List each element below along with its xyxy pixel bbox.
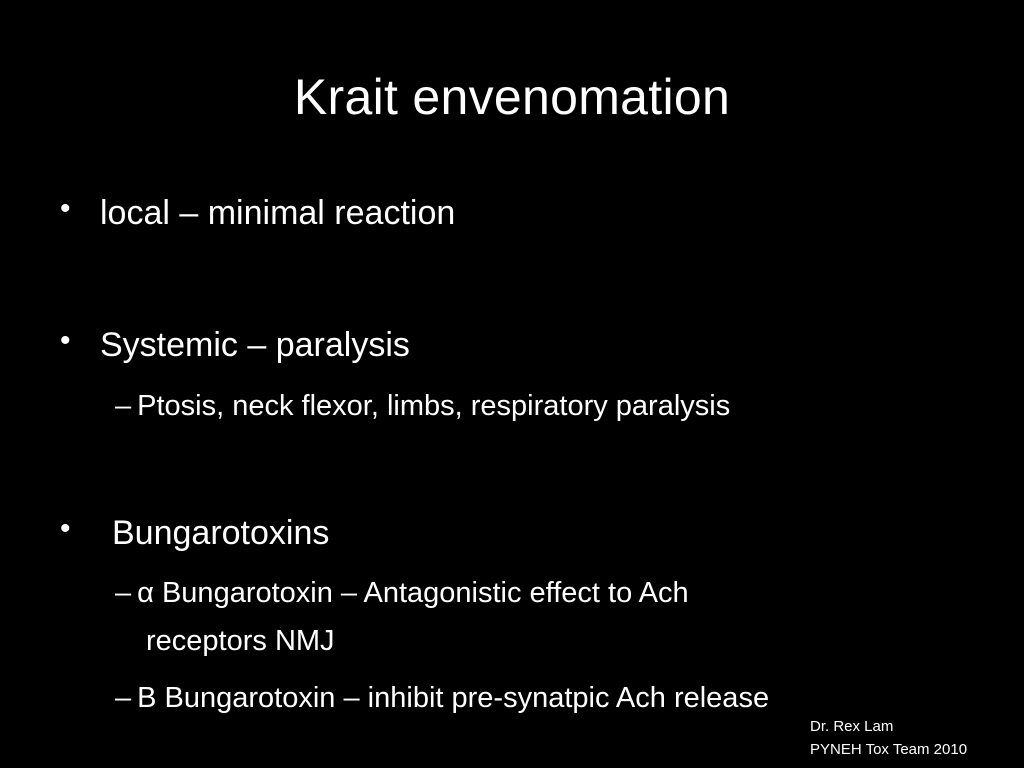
- dash-icon: –: [115, 577, 132, 609]
- bullet-point-systemic: Systemic – paralysis: [100, 326, 410, 364]
- sub-bullet-text: Ptosis, neck flexor, limbs, respiratory paralysis: [137, 390, 731, 422]
- bullet-icon: •: [60, 192, 71, 225]
- sub-bullet-text: Β Bungarotoxin – inhibit pre-synatpic Ach release: [137, 682, 770, 714]
- bullet-point-bungarotoxins: Bungarotoxins: [112, 514, 330, 552]
- slide-footer: [810, 715, 967, 761]
- dash-icon: –: [115, 390, 132, 422]
- bullet-icon: •: [60, 512, 71, 545]
- bullet-icon: •: [60, 324, 71, 357]
- dash-icon: –: [115, 682, 132, 714]
- footer-author: Dr. Rex Lam: [810, 718, 894, 735]
- sub-bullet-bungarotoxins-1: [115, 573, 689, 613]
- slide-title: Krait envenomation: [293, 69, 731, 125]
- sub-bullet-systemic-1: [115, 386, 730, 426]
- bullet-point-local: local – minimal reaction: [100, 194, 456, 232]
- sub-bullet-bungarotoxins-1-cont: receptors NMJ: [146, 625, 335, 657]
- sub-bullet-text: α Bungarotoxin – Antagonistic effect to Ach: [137, 577, 689, 609]
- footer-team: PYNEH Tox Team 2010: [810, 741, 968, 758]
- sub-bullet-bungarotoxins-2: [115, 678, 769, 718]
